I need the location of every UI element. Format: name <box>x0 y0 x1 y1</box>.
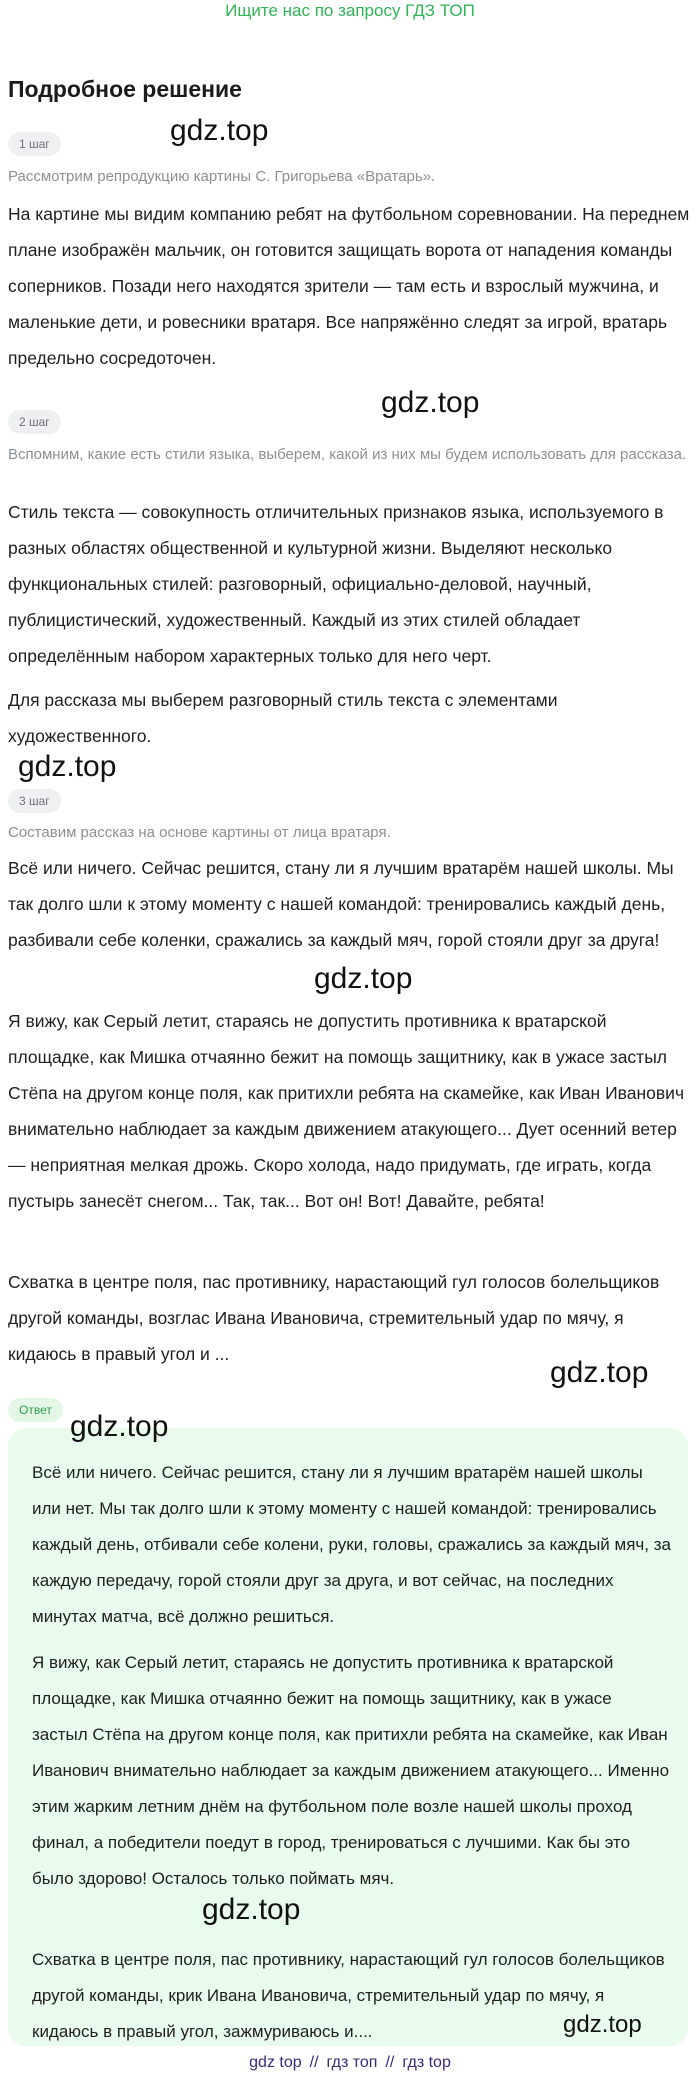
step-3-badge: 3 шаг <box>8 789 61 813</box>
footer-link-gdz-top[interactable]: gdz top <box>249 2054 302 2071</box>
step-3-paragraph-2: Я вижу, как Серый летит, стараясь не допустить противника к вратарской площадке, как Мишка отчаянно бежит на помощь защитнику, как в ужасе застыл Стёпа на другом конце поля, как притихли ребята на скамейке, как Иван Иванович внимательно наблюдает за каждым движением атакующего... Дует осенний ветер — неприятная мелкая дрожь. Скоро холода, надо придумать, где играть, когда пустырь занесёт снегом... Так, так... Вот он! Вот! Давайте, ребята! <box>8 1011 685 1211</box>
step-2-paragraph-1: Стиль текста — совокупность отличительных признаков языка, используемого в разных областях общественной и культурной жизни. Выделяют несколько функциональных стилей: разговорный, официально-деловой, научный, публицистический, художественный. Каждый из этих стилей обладает определённым набором характерных только для него черт. <box>8 502 664 666</box>
watermark: gdz.top <box>314 962 413 995</box>
answer-badge: Ответ <box>8 1398 63 1422</box>
step-2-paragraph-2: Для рассказа мы выберем разговорный стиль текста с элементами художественного. <box>8 690 558 746</box>
footer-link-gdz-top-mixed[interactable]: гдз top <box>402 2054 451 2071</box>
page-title: Подробное решение <box>8 76 242 102</box>
search-banner: Ищите нас по запросу ГДЗ ТОП <box>225 1 475 20</box>
watermark: gdz.top <box>381 386 480 419</box>
footer-links <box>0 2052 700 2074</box>
step-2-description: Вспомним, какие есть стили языка, выберем, какой из них мы будем использовать для рассказа. <box>8 446 687 463</box>
answer-paragraph-3: Схватка в центре поля, пас противнику, нарастающий гул голосов болельщиков другой команды, крик Ивана Ивановича, стремительный удар по мячу, я кидаюсь в правый угол, зажмуриваюсь и.... <box>32 1950 665 2041</box>
watermark: gdz.top <box>550 1356 649 1389</box>
step-3-paragraph-1: Всё или ничего. Сейчас решится, стану ли я лучшим вратарём нашей школы. Мы так долго шли к этому моменту с нашей командой: тренировались каждый день, разбивали себе коленки, сражались за каждый мяч, горой стояли друг за друга! <box>8 858 674 950</box>
step-2-badge: 2 шаг <box>8 410 61 434</box>
watermark: gdz.top <box>563 2011 642 2038</box>
watermark: gdz.top <box>18 750 117 783</box>
answer-paragraph-1: Всё или ничего. Сейчас решится, стану ли я лучшим вратарём нашей школы или нет. Мы так долго шли к этому моменту с нашей командой: тренировались каждый день, отбивали себе колени, руки, головы, сражались за каждый мяч, за каждую передачу, горой стояли друг за друга, и вот сейчас, на последних минутах матча, всё должно решиться. <box>32 1463 671 1626</box>
footer-link-gdz-top-ru[interactable]: гдз топ <box>326 2054 378 2071</box>
watermark: gdz.top <box>202 1893 301 1926</box>
step-1-description: Рассмотрим репродукцию картины С. Григорьева «Вратарь». <box>8 168 436 185</box>
watermark: gdz.top <box>70 1410 169 1443</box>
step-3-paragraph-3: Схватка в центре поля, пас противнику, нарастающий гул голосов болельщиков другой команды, возглас Ивана Ивановича, стремительный удар по мячу, я кидаюсь в правый угол и ... <box>8 1272 660 1364</box>
answer-paragraph-2: Я вижу, как Серый летит, стараясь не допустить противника к вратарской площадке, как Мишка отчаянно бежит на помощь защитнику, как в ужасе застыл Стёпа на другом конце поля, как притихли ребята на скамейке, как Иван Иванович внимательно наблюдает за каждым движением атакующего... Именно этим жарким летним днём на футбольном поле возле нашей школы проход финал, а победители поедут в город, тренироваться с лучшими. Как бы это было здорово! Осталось только поймать мяч. <box>32 1653 670 1888</box>
footer-separator: // <box>385 2054 395 2071</box>
watermark: gdz.top <box>170 114 269 147</box>
footer-separator: // <box>309 2054 319 2071</box>
step-3-description: Составим рассказ на основе картины от лица вратаря. <box>8 824 391 841</box>
step-1-badge: 1 шаг <box>8 132 61 156</box>
step-1-paragraph-1: На картине мы видим компанию ребят на футбольном соревновании. На переднем плане изображён мальчик, он готовится защищать ворота от нападения команды соперников. Позади него находятся зрители — там есть и взрослый мужчина, и маленькие дети, и ровесники вратаря. Все напряжённо следят за игрой, вратарь предельно сосредоточен. <box>8 204 690 368</box>
